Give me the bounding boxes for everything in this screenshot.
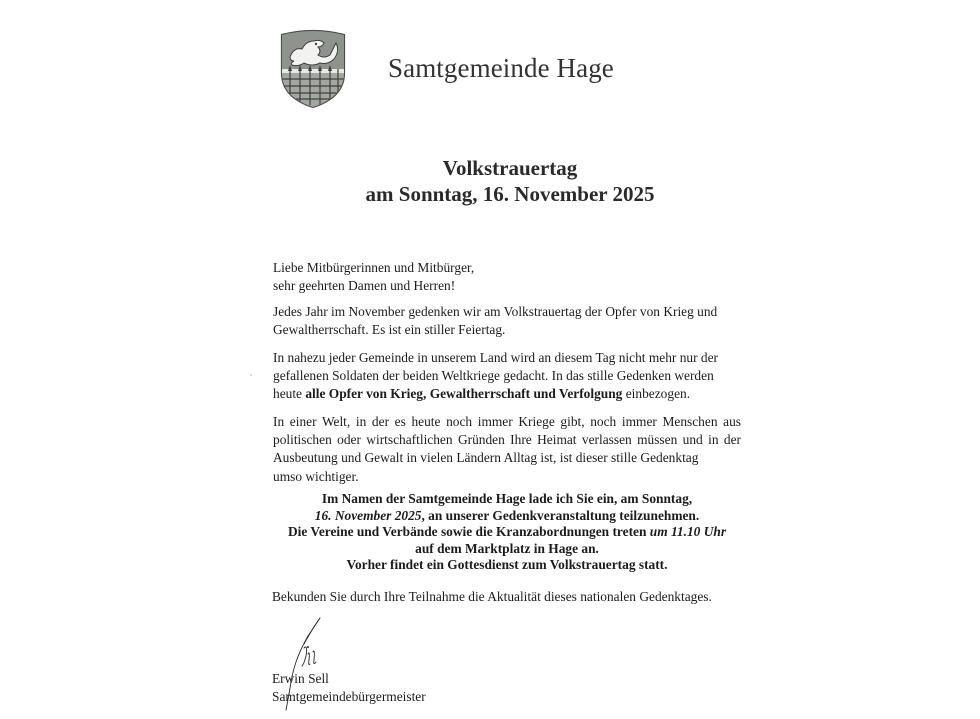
paragraph-3 xyxy=(273,413,741,486)
invitation-line-3 xyxy=(260,524,754,541)
title-line-1: Volkstrauertag xyxy=(442,156,578,180)
paragraph-2-emphasis: alle Opfer von Krieg, Gewaltherrschaft und Verfolgung xyxy=(305,386,623,402)
greeting-line-2: sehr geehrten Damen und Herren! xyxy=(273,278,456,294)
closing-sentence: Bekunden Sie durch Ihre Teilnahme die Aktualität dieses nationalen Gedenktages. xyxy=(272,589,712,604)
invitation-block xyxy=(260,491,754,574)
document-title xyxy=(300,155,720,207)
greeting-line-1: Liebe Mitbürgerinnen und Mitbürger, xyxy=(273,260,475,275)
invitation-line-4: auf dem Marktplatz in Hage an. xyxy=(415,540,599,556)
coat-of-arms-icon xyxy=(278,29,348,109)
invitation-line-2-rest: , an unserer Gedenkveranstaltung teilzunehmen. xyxy=(421,507,700,523)
organization-name: Samtgemeinde Hage xyxy=(388,53,614,83)
invitation-line-3-text: Die Vereine und Verbände sowie die Kranzabordnungen treten xyxy=(287,524,650,540)
paragraph-2-end: einbezogen. xyxy=(622,386,691,402)
signer-block xyxy=(272,670,426,706)
invitation-date: 16. November 2025 xyxy=(314,507,422,523)
title-line-2: am Sonntag, 16. November 2025 xyxy=(365,182,655,206)
scan-speck xyxy=(250,374,252,376)
paragraph-2-text: In nahezu jeder Gemeinde in unserem Land wird an diesem Tag nicht mehr nur der gefallenen Soldaten der beiden Weltkriege gedacht. In das stille Gedenken werden heute xyxy=(273,350,719,402)
paragraph-3-text: In einer Welt, in der es heute noch immer Kriege gibt, noch immer Menschen aus politischen oder wirtschaftlichen Gründen Ihre Heimat verlassen müssen und in der Ausbeutung und Gewalt in vielen Ländern Alltag ist, ist dieser stille Gedenktag xyxy=(273,414,741,466)
invitation-line-2 xyxy=(260,508,754,525)
paragraph-3-last-line: umso wichtiger. xyxy=(273,468,359,484)
signer-role: Samtgemeindebürgermeister xyxy=(272,689,426,704)
invitation-line-1: Im Namen der Samtgemeinde Hage lade ich Sie ein, am Sonntag, xyxy=(321,491,693,506)
signer-name: Erwin Sell xyxy=(272,671,329,686)
invitation-time: um 11.10 Uhr xyxy=(649,524,727,540)
greeting xyxy=(273,259,741,295)
paragraph-1: Jedes Jahr im November gedenken wir am Volkstrauertag der Opfer von Krieg und Gewaltherrschaft. Es ist ein stiller Feiertag. xyxy=(273,304,718,338)
invitation-line-5: Vorher findet ein Gottesdienst zum Volkstrauertag statt. xyxy=(346,557,668,573)
paragraph-2 xyxy=(273,349,741,404)
